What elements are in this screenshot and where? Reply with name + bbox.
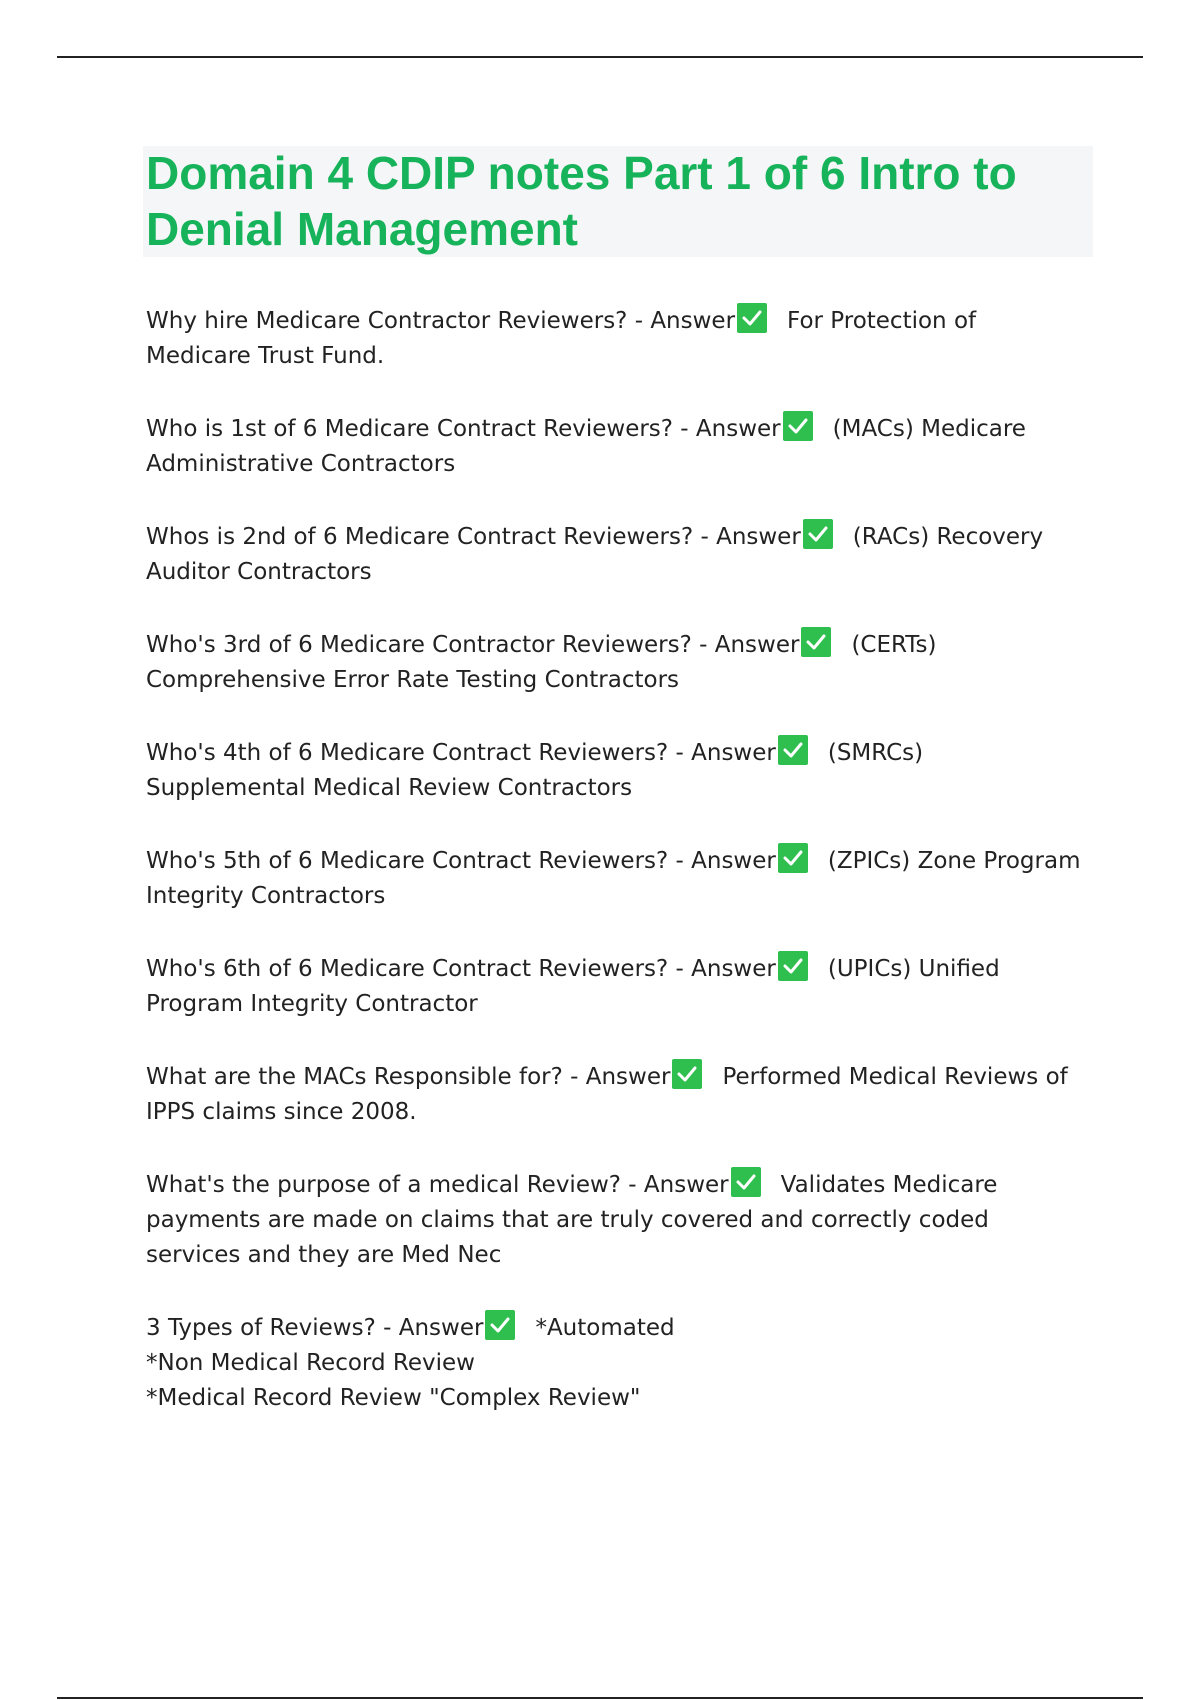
- check-box-icon: [672, 1059, 702, 1089]
- qa-item-10: [146, 1310, 1086, 1416]
- qa-list: [146, 303, 1086, 1416]
- answer-line: *Automated: [535, 1315, 675, 1341]
- qa-item-6: [146, 843, 1086, 914]
- check-box-icon: [778, 843, 808, 873]
- check-box-icon: [783, 411, 813, 441]
- answer-line: *Non Medical Record Review: [146, 1350, 475, 1376]
- page-title: Domain 4 CDIP notes Part 1 of 6 Intro to Denial Management: [146, 147, 1017, 255]
- bottom-divider: [57, 1697, 1143, 1699]
- check-box-icon: [485, 1310, 515, 1340]
- answer-text: For Protection of Medicare Trust Fund.: [146, 308, 977, 369]
- check-box-icon: [778, 951, 808, 981]
- check-box-icon: [731, 1167, 761, 1197]
- question-text: What's the purpose of a medical Review? - Answer: [146, 1172, 729, 1198]
- answer-text: (UPICs) Unified Program Integrity Contractor: [146, 956, 1000, 1017]
- answer-text: (ZPICs) Zone Program Integrity Contractors: [146, 848, 1081, 909]
- question-text: Who is 1st of 6 Medicare Contract Reviewers? - Answer: [146, 416, 781, 442]
- question-text: 3 Types of Reviews? - Answer: [146, 1315, 484, 1341]
- qa-item-5: [146, 735, 1086, 806]
- answer-text: (RACs) Recovery Auditor Contractors: [146, 524, 1044, 585]
- question-text: Who's 5th of 6 Medicare Contract Reviewers? - Answer: [146, 848, 776, 874]
- qa-item-2: [146, 411, 1086, 482]
- check-box-icon: [737, 303, 767, 333]
- check-box-icon: [778, 735, 808, 765]
- answer-text: Performed Medical Reviews of IPPS claims since 2008.: [146, 1064, 1068, 1125]
- answer-line: *Medical Record Review "Complex Review": [146, 1385, 641, 1411]
- qa-item-8: [146, 1059, 1086, 1130]
- qa-item-3: [146, 519, 1086, 590]
- answer-text: (SMRCs) Supplemental Medical Review Contractors: [146, 740, 924, 801]
- question-text: What are the MACs Responsible for? - Answer: [146, 1064, 671, 1090]
- question-text: Who's 6th of 6 Medicare Contract Reviewers? - Answer: [146, 956, 776, 982]
- question-text: Who's 3rd of 6 Medicare Contractor Reviewers? - Answer: [146, 632, 800, 658]
- answer-text: (MACs) Medicare Administrative Contractors: [146, 416, 1026, 477]
- qa-item-1: [146, 303, 1086, 374]
- top-divider: [57, 56, 1143, 58]
- question-text: Whos is 2nd of 6 Medicare Contract Reviewers? - Answer: [146, 524, 801, 550]
- check-box-icon: [801, 627, 831, 657]
- question-text: Who's 4th of 6 Medicare Contract Reviewers? - Answer: [146, 740, 776, 766]
- answer-text: Validates Medicare payments are made on claims that are truly covered and correctly coded services and they are Med Nec: [146, 1172, 998, 1268]
- check-box-icon: [803, 519, 833, 549]
- qa-item-9: [146, 1167, 1086, 1273]
- question-text: Why hire Medicare Contractor Reviewers? - Answer: [146, 308, 736, 334]
- qa-item-4: [146, 627, 1086, 698]
- qa-item-7: [146, 951, 1086, 1022]
- answer-text: (CERTs) Comprehensive Error Rate Testing Contractors: [146, 632, 937, 693]
